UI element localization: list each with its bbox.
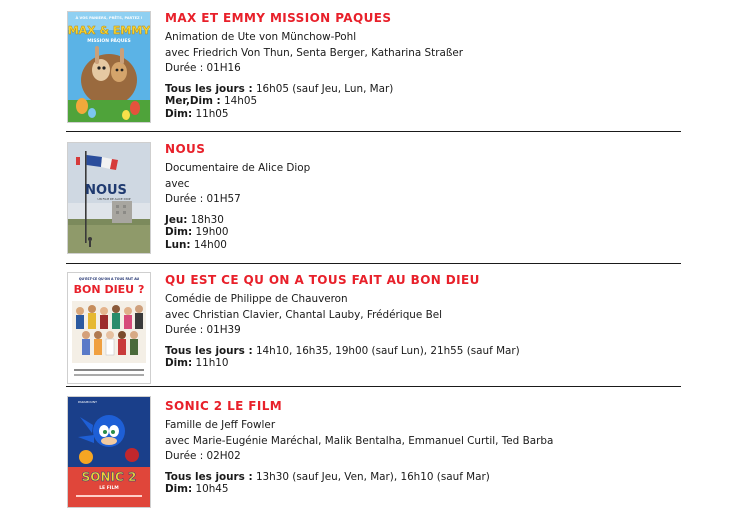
movie-info (165, 399, 685, 496)
listing-divider (66, 386, 681, 387)
movie-listing (66, 8, 681, 133)
listing-divider (66, 263, 681, 264)
movie-info (165, 11, 685, 120)
movie-info (165, 273, 685, 370)
schedule-times: 14h10, 16h35, 19h00 (sauf Lun), 21h55 (sauf Mar) (252, 344, 520, 357)
movie-title[interactable]: NOUS (165, 142, 206, 156)
movie-title[interactable]: SONIC 2 LE FILM (165, 399, 283, 413)
schedule-label: Tous les jours : (165, 470, 253, 483)
schedule-times: 14h00 (190, 238, 227, 251)
movie-genre-director: Famille de Jeff Fowler (165, 419, 276, 431)
schedule-label: Dim: (165, 226, 193, 238)
movie-cast: avec Friedrich Von Thun, Senta Berger, Katharina Straßer (165, 46, 464, 59)
movie-duration: Durée : 01H39 (165, 324, 241, 336)
schedule-label: Mer,Dim : (165, 95, 221, 107)
movie-cast: avec Marie-Eugénie Maréchal, Malik Bentalha, Emmanuel Curtil, Ted Barba (165, 434, 554, 447)
schedule-times: 16h05 (sauf Jeu, Lun, Mar) (252, 82, 394, 95)
poster-tagline: À VOS PANIERS, PRÊTS, PARTEZ ! (75, 16, 143, 20)
max-emmy-poster-art (68, 12, 150, 122)
movie-genre-director: Comédie de Philippe de Chauveron (165, 293, 348, 305)
movie-listing (66, 139, 681, 264)
movie-cast: avec (165, 177, 190, 190)
schedule-row (165, 226, 685, 239)
schedule-times: 19h00 (192, 226, 229, 238)
schedule-times: 11h10 (192, 357, 229, 369)
poster-logo: MAX & EMMY (68, 24, 150, 37)
schedule-label: Dim: (165, 357, 193, 369)
movie-poster[interactable] (68, 143, 150, 253)
schedule-row (165, 108, 685, 121)
schedule-times: 18h30 (187, 213, 224, 226)
schedule-row (165, 471, 685, 484)
movie-duration: Durée : 01H16 (165, 62, 241, 74)
schedule-times: 11h05 (192, 107, 229, 120)
poster-subtitle: LE FILM (99, 486, 119, 491)
bon-dieu-poster-art (68, 273, 150, 383)
schedule-times: 14h05 (220, 95, 258, 107)
poster-subtitle: MISSION PÂQUES (87, 39, 131, 44)
movie-cast: avec Christian Clavier, Chantal Lauby, Frédérique Bel (165, 308, 442, 321)
schedule-row (165, 483, 685, 496)
schedule-row (165, 345, 685, 358)
movie-poster[interactable] (68, 12, 150, 122)
schedule-times: 10h45 (192, 483, 229, 495)
poster-logo: BON DIEU ? (73, 283, 145, 296)
movie-duration: Durée : 01H57 (165, 193, 241, 205)
movie-listing (66, 394, 681, 512)
nous-poster-art (68, 143, 150, 253)
schedule-row (165, 239, 685, 252)
schedule-row (165, 95, 685, 108)
movie-listing (66, 270, 681, 388)
schedule-row (165, 214, 685, 227)
movie-duration: Durée : 02H02 (165, 450, 241, 462)
movie-poster[interactable] (68, 273, 150, 383)
movie-info (165, 142, 685, 251)
movie-genre-director: Documentaire de Alice Diop (165, 162, 311, 174)
poster-tagline: QU'EST-CE QU'ON A TOUS FAIT AU (78, 277, 140, 281)
listing-divider (66, 131, 681, 132)
schedule-label: Dim: (165, 483, 193, 495)
schedule-times: 13h30 (sauf Jeu, Ven, Mar), 16h10 (sauf Mar) (252, 470, 490, 483)
schedule-label: Jeu: (165, 213, 188, 226)
schedule-label: Dim: (165, 107, 193, 120)
sonic-poster-art (68, 397, 150, 507)
movie-poster[interactable] (68, 397, 150, 507)
movie-title[interactable]: QU EST CE QU ON A TOUS FAIT AU BON DIEU (165, 273, 480, 287)
poster-credit: UN FILM DE ALICE DIOP (97, 197, 131, 201)
schedule-label: Lun: (165, 238, 191, 251)
poster-logo: SONIC 2 (81, 470, 137, 484)
poster-logo: NOUS (85, 183, 127, 198)
schedule-label: Tous les jours : (165, 344, 253, 357)
poster-studio: PARAMOUNT (78, 400, 97, 404)
schedule-row (165, 357, 685, 370)
schedule-row (165, 83, 685, 96)
movie-title[interactable]: MAX ET EMMY MISSION PAQUES (165, 11, 392, 25)
schedule-label: Tous les jours : (165, 82, 253, 95)
movie-genre-director: Animation de Ute von Münchow-Pohl (165, 31, 357, 43)
